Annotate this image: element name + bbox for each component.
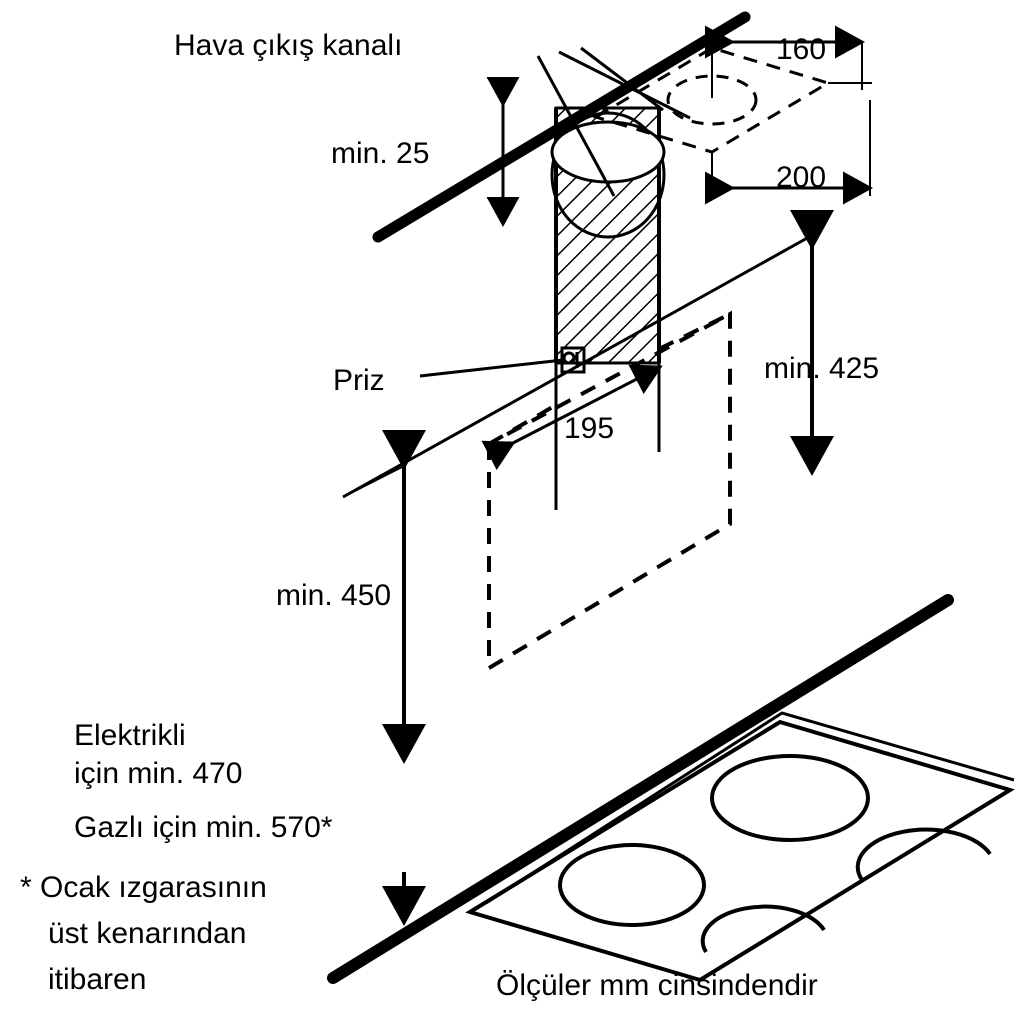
cooktop — [333, 600, 1014, 980]
label-dim-200: 200 — [776, 161, 827, 194]
label-electric-line1: Elektrikli — [74, 719, 186, 752]
label-footnote-line1: * Ocak ızgarasının — [20, 871, 267, 904]
label-gas-line: Gazlı için min. 570* — [74, 811, 333, 844]
label-footnote-line2: üst kenarından — [48, 917, 247, 950]
label-min-450: min. 450 — [276, 579, 392, 612]
label-electric-line2: için min. 470 — [74, 757, 243, 790]
label-dim-195: 195 — [564, 412, 615, 445]
label-dim-160: 160 — [776, 33, 827, 66]
hood-body-dashed — [489, 314, 730, 668]
leader-socket — [420, 360, 563, 376]
label-min-425: min. 425 — [764, 352, 880, 385]
label-min-25: min. 25 — [331, 137, 430, 170]
label-air-outlet: Hava çıkış kanalı — [174, 29, 403, 62]
label-socket: Priz — [333, 364, 385, 397]
label-footnote-line3: itibaren — [48, 963, 147, 996]
label-units-note: Ölçüler mm cinsindendir — [496, 969, 818, 1002]
